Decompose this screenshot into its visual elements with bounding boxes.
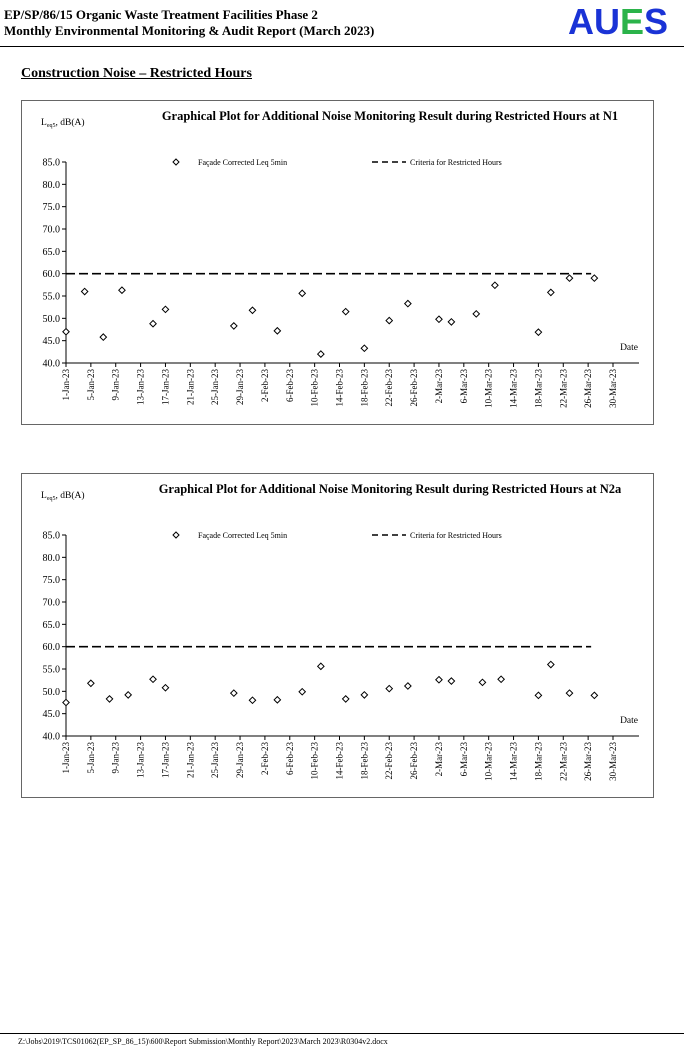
n1-data-point-5: [162, 306, 168, 312]
n1-data-point-0: [63, 329, 69, 335]
n1-x-tick-label: 29-Jan-23: [235, 369, 246, 405]
n1-chart-title: Graphical Plot for Additional Noise Monitoring Result during Restricted Hours at N1: [161, 109, 619, 123]
n1-data-point-6: [231, 323, 237, 329]
n1-data-point-17: [473, 311, 479, 317]
n1-data-point-14: [405, 300, 411, 306]
n1-data-point-16: [448, 319, 454, 325]
n1-x-tick-label: 18-Feb-23: [359, 369, 370, 407]
n2a-y-tick-label: 55.0: [42, 664, 60, 676]
n2a-chart-title: Graphical Plot for Additional Noise Monitoring Result during Restricted Hours at N2a: [158, 482, 622, 496]
n2a-data-point-7: [249, 697, 255, 703]
n2a-data-point-4: [150, 676, 156, 682]
n2a-x-tick-label: 22-Feb-23: [384, 742, 395, 780]
n2a-x-tick-label: 17-Jan-23: [160, 742, 171, 778]
n2a-data-point-12: [361, 692, 367, 698]
n2a-x-tick-label: 14-Feb-23: [334, 742, 345, 780]
n2a-x-tick-label: 6-Mar-23: [458, 742, 469, 777]
logo-letter-e-2: E: [620, 1, 645, 42]
n2a-x-tick-label: 26-Feb-23: [409, 742, 420, 780]
n2a-x-tick-label: 10-Feb-23: [309, 742, 320, 780]
n1-y-axis-label: [41, 117, 85, 129]
n1-data-point-19: [535, 329, 541, 335]
n2a-data-point-5: [162, 685, 168, 691]
n2a-x-tick-label: 9-Jan-23: [110, 742, 121, 774]
n2a-y-tick-label: 80.0: [42, 552, 60, 564]
n1-y-axis-label-main: L: [41, 118, 47, 128]
n1-x-tick-label: 6-Feb-23: [284, 369, 295, 402]
n2a-data-point-18: [498, 676, 504, 682]
report-header: [0, 0, 684, 48]
n1-data-point-21: [566, 275, 572, 281]
n2a-data-point-14: [405, 683, 411, 689]
n2a-legend-marker: [173, 532, 179, 538]
n2a-y-axis-label-unit: , dB(A): [55, 491, 85, 501]
n1-y-tick-label: 80.0: [42, 179, 60, 191]
n1-x-tick-label: 2-Mar-23: [433, 369, 444, 404]
n2a-data-point-9: [299, 689, 305, 695]
n1-data-point-13: [386, 317, 392, 323]
n1-y-tick-label: 85.0: [42, 157, 60, 169]
n1-data-point-4: [150, 320, 156, 326]
n2a-x-tick-label: 10-Mar-23: [483, 742, 494, 781]
n1-legend-marker: [173, 159, 179, 165]
n1-y-tick-label: 45.0: [42, 336, 60, 348]
n1-y-axis-label-sub: eq5: [46, 123, 56, 129]
chart-n1: [21, 100, 654, 425]
n2a-data-point-10: [318, 663, 324, 669]
n1-data-point-3: [119, 287, 125, 293]
n2a-data-point-17: [479, 679, 485, 685]
n2a-x-tick-label: 5-Jan-23: [85, 742, 96, 774]
n1-y-tick-label: 55.0: [42, 291, 60, 303]
n2a-y-tick-label: 70.0: [42, 597, 60, 609]
n1-data-point-8: [274, 328, 280, 334]
n2a-x-tick-label: 1-Jan-23: [61, 742, 71, 774]
n1-y-tick-label: 70.0: [42, 224, 60, 236]
n2a-y-tick-label: 50.0: [42, 686, 60, 698]
n1-legend-label-series: Façade Corrected Leq 5min: [198, 158, 288, 167]
n1-x-axis-label: Date: [620, 343, 638, 353]
n2a-x-tick-label: 30-Mar-23: [608, 742, 618, 781]
n1-data-point-22: [591, 275, 597, 281]
n2a-x-tick-label: 26-Mar-23: [583, 742, 594, 781]
footer-file-path: Z:\Jobs\2019\TCS01062(EP_SP_86_15)\600\Report Submission\Monthly Report\2023\March 2023\R0304v2.docx: [18, 1037, 388, 1046]
n1-x-tick-label: 6-Mar-23: [458, 369, 469, 404]
chart-n2a: [21, 473, 654, 798]
n2a-y-tick-label: 60.0: [42, 642, 60, 654]
n1-legend-label-criteria: Criteria for Restricted Hours: [410, 158, 502, 167]
n2a-data-point-16: [448, 678, 454, 684]
n1-x-tick-label: 10-Feb-23: [309, 369, 320, 407]
n2a-x-tick-label: 21-Jan-23: [185, 742, 196, 778]
n1-x-tick-label: 1-Jan-23: [61, 369, 71, 401]
n1-x-tick-label: 30-Mar-23: [608, 369, 618, 408]
n1-data-point-12: [361, 345, 367, 351]
logo-letter-u-1: U: [594, 1, 620, 42]
n2a-data-point-6: [231, 690, 237, 696]
n2a-legend-label-criteria: Criteria for Restricted Hours: [410, 531, 502, 540]
n1-y-tick-label: 65.0: [42, 246, 60, 258]
n2a-data-point-0: [63, 699, 69, 705]
n2a-y-tick-label: 75.0: [42, 575, 60, 587]
aues-logo: [568, 2, 668, 42]
n2a-data-point-21: [566, 690, 572, 696]
n2a-data-point-11: [343, 696, 349, 702]
n2a-data-point-19: [535, 692, 541, 698]
n2a-y-axis-label-main: L: [41, 491, 47, 501]
n2a-y-axis-label: [41, 490, 85, 502]
n1-y-tick-label: 50.0: [42, 313, 60, 325]
n1-x-tick-label: 10-Mar-23: [483, 369, 494, 408]
n1-data-point-9: [299, 290, 305, 296]
n2a-x-tick-label: 2-Mar-23: [433, 742, 444, 777]
n2a-y-axis-label-sub: eq5: [46, 496, 56, 502]
n1-x-tick-label: 5-Jan-23: [85, 369, 96, 401]
n2a-data-point-22: [591, 692, 597, 698]
n1-x-tick-label: 25-Jan-23: [210, 369, 221, 405]
n1-data-point-11: [343, 308, 349, 314]
n2a-data-point-2: [106, 696, 112, 702]
n2a-x-tick-label: 29-Jan-23: [235, 742, 246, 778]
report-title-line-2: Monthly Environmental Monitoring & Audit Report (March 2023): [4, 23, 375, 38]
n2a-x-tick-label: 18-Feb-23: [359, 742, 370, 780]
n2a-x-tick-label: 14-Mar-23: [508, 742, 519, 781]
n1-y-tick-label: 40.0: [42, 358, 60, 370]
n1-x-tick-label: 22-Feb-23: [384, 369, 395, 407]
n1-y-tick-label: 60.0: [42, 269, 60, 281]
n2a-legend-label-series: Façade Corrected Leq 5min: [198, 531, 288, 540]
n1-x-tick-label: 22-Mar-23: [558, 369, 569, 408]
n1-x-tick-label: 14-Mar-23: [508, 369, 519, 408]
n2a-data-point-13: [386, 685, 392, 691]
n2a-x-axis-label: Date: [620, 716, 638, 726]
report-title-line-1: EP/SP/86/15 Organic Waste Treatment Facilities Phase 2: [4, 7, 318, 22]
n1-x-tick-label: 14-Feb-23: [334, 369, 345, 407]
n2a-x-tick-label: 18-Mar-23: [533, 742, 544, 781]
chart-n2a-svg: [22, 474, 653, 797]
n2a-data-point-1: [88, 680, 94, 686]
n1-data-point-18: [492, 282, 498, 288]
n1-data-point-15: [436, 316, 442, 322]
n2a-x-tick-label: 6-Feb-23: [284, 742, 295, 775]
n1-data-point-20: [548, 289, 554, 295]
n1-data-point-2: [100, 334, 106, 340]
n1-x-tick-label: 13-Jan-23: [135, 369, 146, 405]
n1-x-tick-label: 21-Jan-23: [185, 369, 196, 405]
chart-n1-svg: [22, 101, 653, 424]
section-heading: Construction Noise – Restricted Hours: [21, 66, 252, 81]
n1-x-tick-label: 9-Jan-23: [110, 369, 121, 401]
n2a-data-point-8: [274, 697, 280, 703]
n1-data-point-10: [318, 351, 324, 357]
n2a-y-tick-label: 40.0: [42, 731, 60, 743]
n1-data-point-7: [249, 307, 255, 313]
n2a-x-tick-label: 2-Feb-23: [259, 742, 270, 775]
header-rule: [0, 46, 684, 47]
n1-data-point-1: [81, 288, 87, 294]
logo-letter-a-0: A: [568, 1, 594, 42]
n2a-data-point-20: [548, 661, 554, 667]
n2a-x-tick-label: 13-Jan-23: [135, 742, 146, 778]
n1-y-axis-label-unit: , dB(A): [55, 118, 85, 128]
n2a-data-point-15: [436, 677, 442, 683]
n2a-y-tick-label: 65.0: [42, 619, 60, 631]
n1-x-tick-label: 17-Jan-23: [160, 369, 171, 405]
n2a-x-tick-label: 22-Mar-23: [558, 742, 569, 781]
footer-rule: [0, 1033, 684, 1034]
n2a-data-point-3: [125, 692, 131, 698]
logo-letter-s-3: S: [644, 1, 669, 42]
n1-y-tick-label: 75.0: [42, 202, 60, 214]
n1-x-tick-label: 26-Mar-23: [583, 369, 594, 408]
n1-x-tick-label: 2-Feb-23: [259, 369, 270, 402]
n2a-x-tick-label: 25-Jan-23: [210, 742, 221, 778]
n2a-y-tick-label: 85.0: [42, 530, 60, 542]
n2a-y-tick-label: 45.0: [42, 709, 60, 721]
n1-x-tick-label: 18-Mar-23: [533, 369, 544, 408]
n1-x-tick-label: 26-Feb-23: [409, 369, 420, 407]
